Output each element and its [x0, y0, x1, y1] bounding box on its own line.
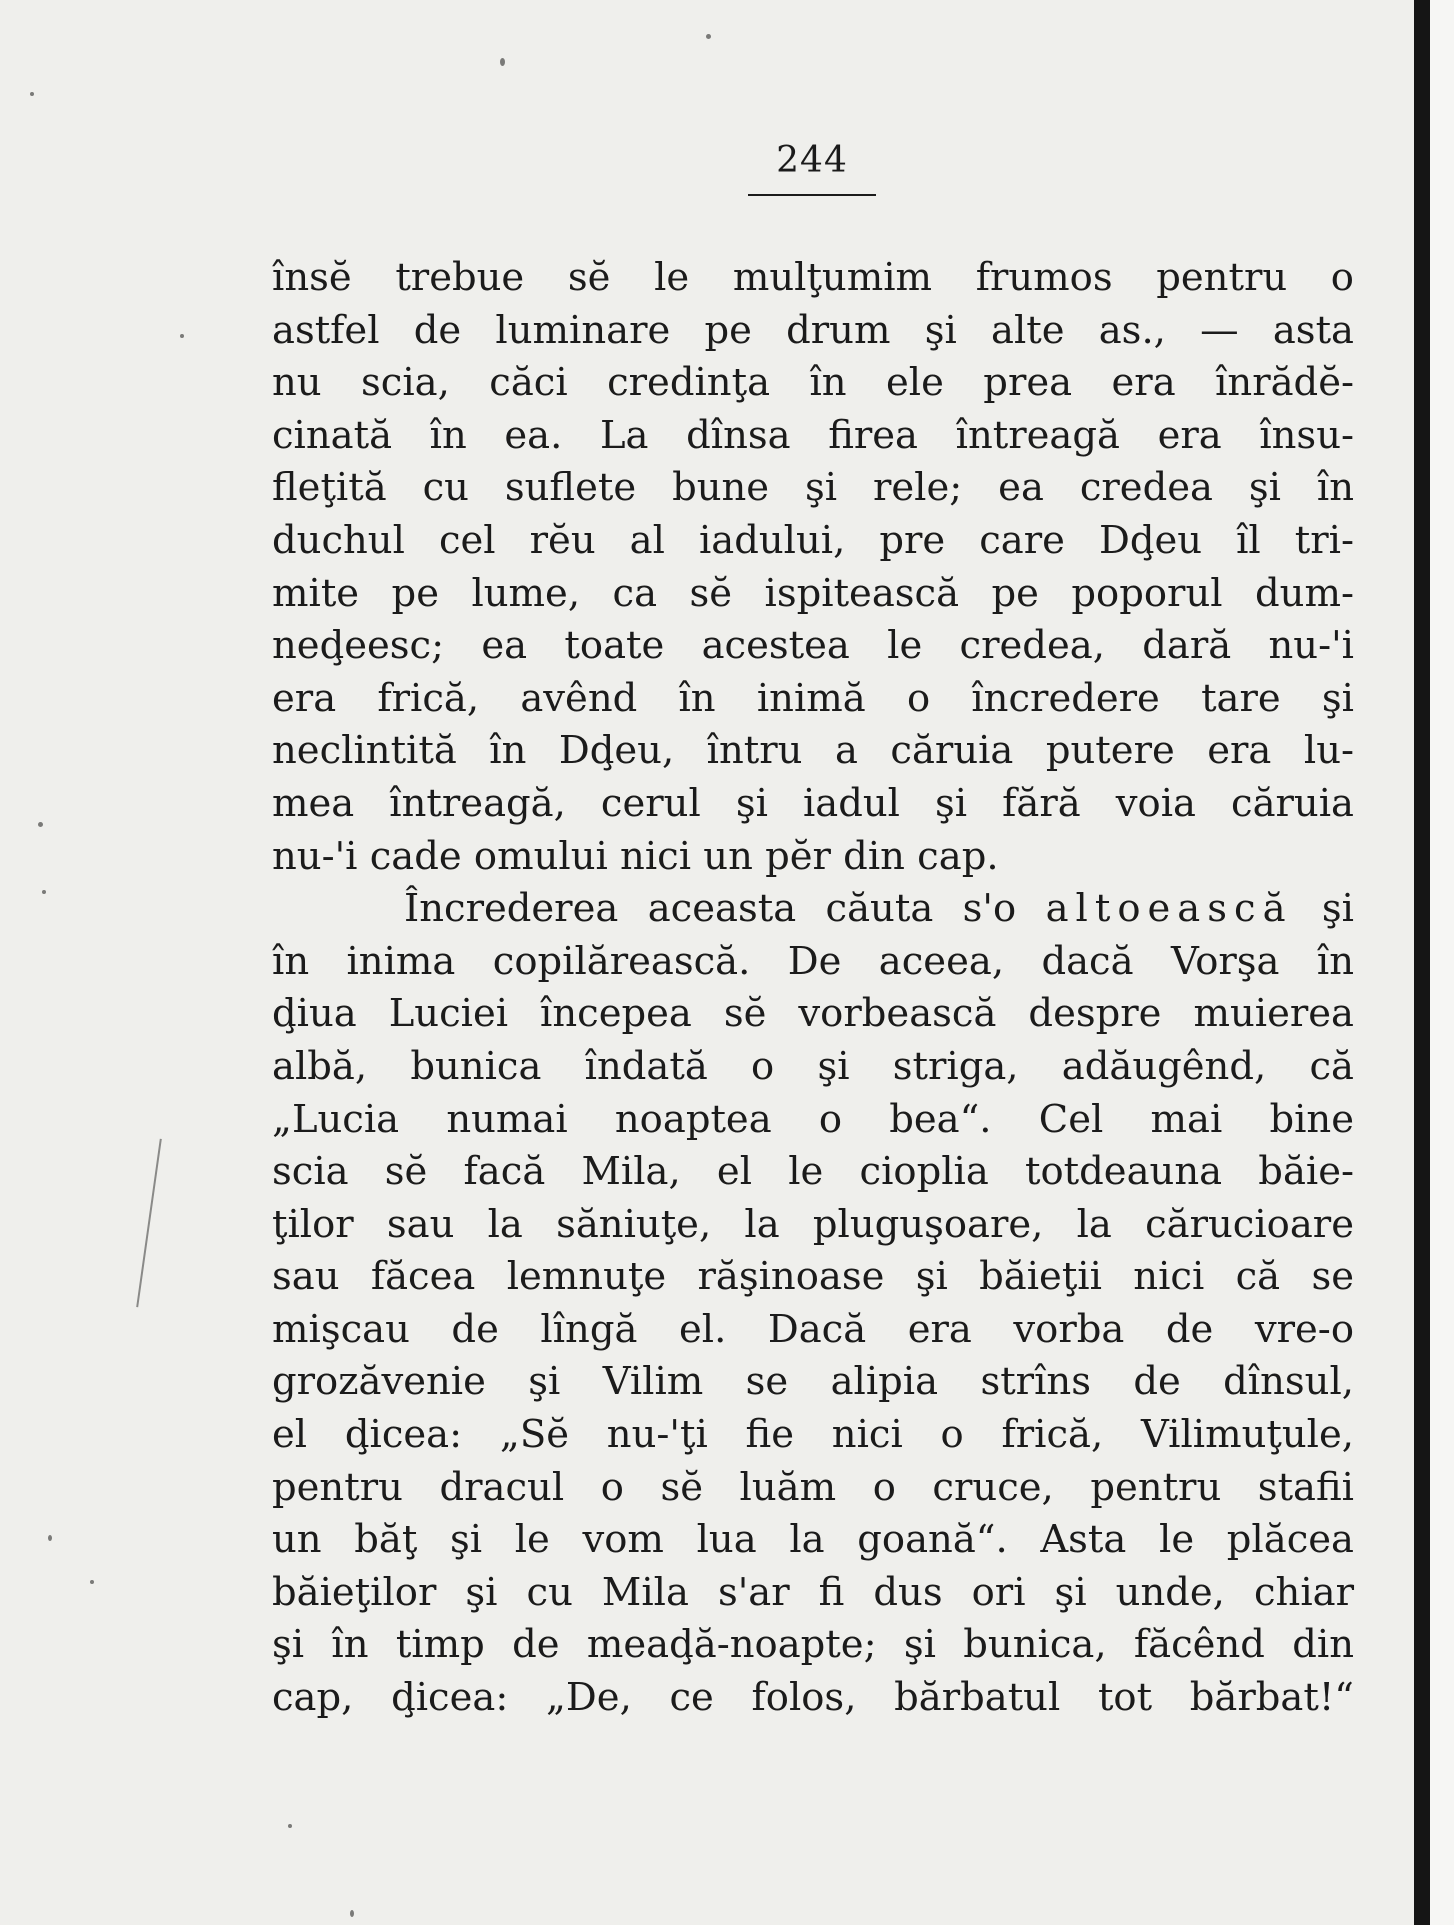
text-line: cap, ḑicea: „De, ce folos, bărbatul tot bărbat!“ — [272, 1675, 1354, 1721]
letterspaced-word: altoească — [1045, 886, 1293, 932]
scan-speck — [48, 1535, 52, 1541]
text-line: mişcau de lîngă el. Dacă era vorba de vre-o — [272, 1306, 1354, 1352]
page-edge-margin — [1430, 0, 1454, 1925]
scan-speck — [30, 92, 34, 96]
margin-scratch-mark — [136, 1139, 162, 1308]
text-line: sau făcea lemnuţe răşinoase şi băieţii nici că se — [272, 1254, 1354, 1300]
text-line: ḑiua Luciei începea sĕ vorbească despre muierea — [272, 991, 1354, 1037]
body-text — [272, 252, 1354, 1725]
text-line: „Lucia numai noaptea o bea“. Cel mai bine — [272, 1096, 1354, 1142]
text-line: era frică, avênd în inimă o încredere tare şi — [272, 675, 1354, 721]
text-line: grozăvenie şi Vilim se alipia strîns de dînsul, — [272, 1359, 1354, 1405]
text-line: ţilor sau la săniuţe, la pluguşoare, la cărucioare — [272, 1201, 1354, 1247]
paragraph-end-line: nu-'i cade omului nici un pĕr din cap. — [272, 833, 999, 879]
page-edge-shadow — [1414, 0, 1430, 1925]
scan-speck — [500, 58, 505, 66]
text-line: cinată în ea. La dînsa firea întreagă era însu- — [272, 412, 1354, 458]
text-line: scia sĕ facă Mila, el le cioplia totdeauna băie- — [272, 1149, 1354, 1195]
text-line: neclintită în Dḑeu, întru a căruia putere era lu- — [272, 728, 1354, 774]
text-line: în inima copilărească. De aceea, dacă Vorşa în — [272, 938, 1354, 984]
text-line: astfel de luminare pe drum şi alte as., — asta — [272, 307, 1354, 353]
scan-speck — [350, 1910, 354, 1917]
text-line: mea întreagă, cerul şi iadul şi fără voia căruia — [272, 780, 1354, 826]
text-line: duchul cel rĕu al iadului, pre care Dḑeu îl tri- — [272, 517, 1354, 563]
paragraph-start-line — [272, 883, 1354, 936]
text-line: nu scia, căci credinţa în ele prea era înrădĕ- — [272, 360, 1354, 406]
scan-speck — [706, 34, 711, 39]
scan-speck — [38, 822, 43, 827]
scan-speck — [90, 1580, 94, 1584]
text-line: mite pe lume, ca sĕ ispitească pe poporul dum- — [272, 570, 1354, 616]
paragraph-start-text: Încrederea aceasta căuta s'o — [404, 886, 1046, 932]
scan-speck — [180, 334, 184, 338]
text-line: neḑeesc; ea toate acestea le credea, dară nu-'i — [272, 623, 1354, 669]
text-line: albă, bunica îndată o şi striga, adăugênd, că — [272, 1043, 1354, 1089]
page-number: 244 — [776, 140, 848, 181]
text-line: însĕ trebue sĕ le mulţumim frumos pentru o — [272, 255, 1354, 300]
scan-speck — [42, 890, 46, 894]
text-line: fleţită cu suflete bune şi rele; ea credea şi în — [272, 465, 1354, 511]
text-line: el ḑicea: „Sĕ nu-'ţi fie nici o frică, Vilimuţule, — [272, 1412, 1354, 1458]
paragraph-start-tail: şi — [1292, 886, 1354, 932]
text-line: băieţilor şi cu Mila s'ar fi dus ori şi unde, chiar — [272, 1569, 1354, 1615]
text-line: pentru dracul o sĕ luăm o cruce, pentru stafii — [272, 1464, 1354, 1510]
header-rule — [748, 194, 876, 196]
text-line: un băţ şi le vom lua la goană“. Asta le plăcea — [272, 1517, 1354, 1563]
text-line: şi în timp de meaḑă-noapte; şi bunica, făcênd din — [272, 1622, 1354, 1668]
scan-speck — [288, 1824, 292, 1828]
